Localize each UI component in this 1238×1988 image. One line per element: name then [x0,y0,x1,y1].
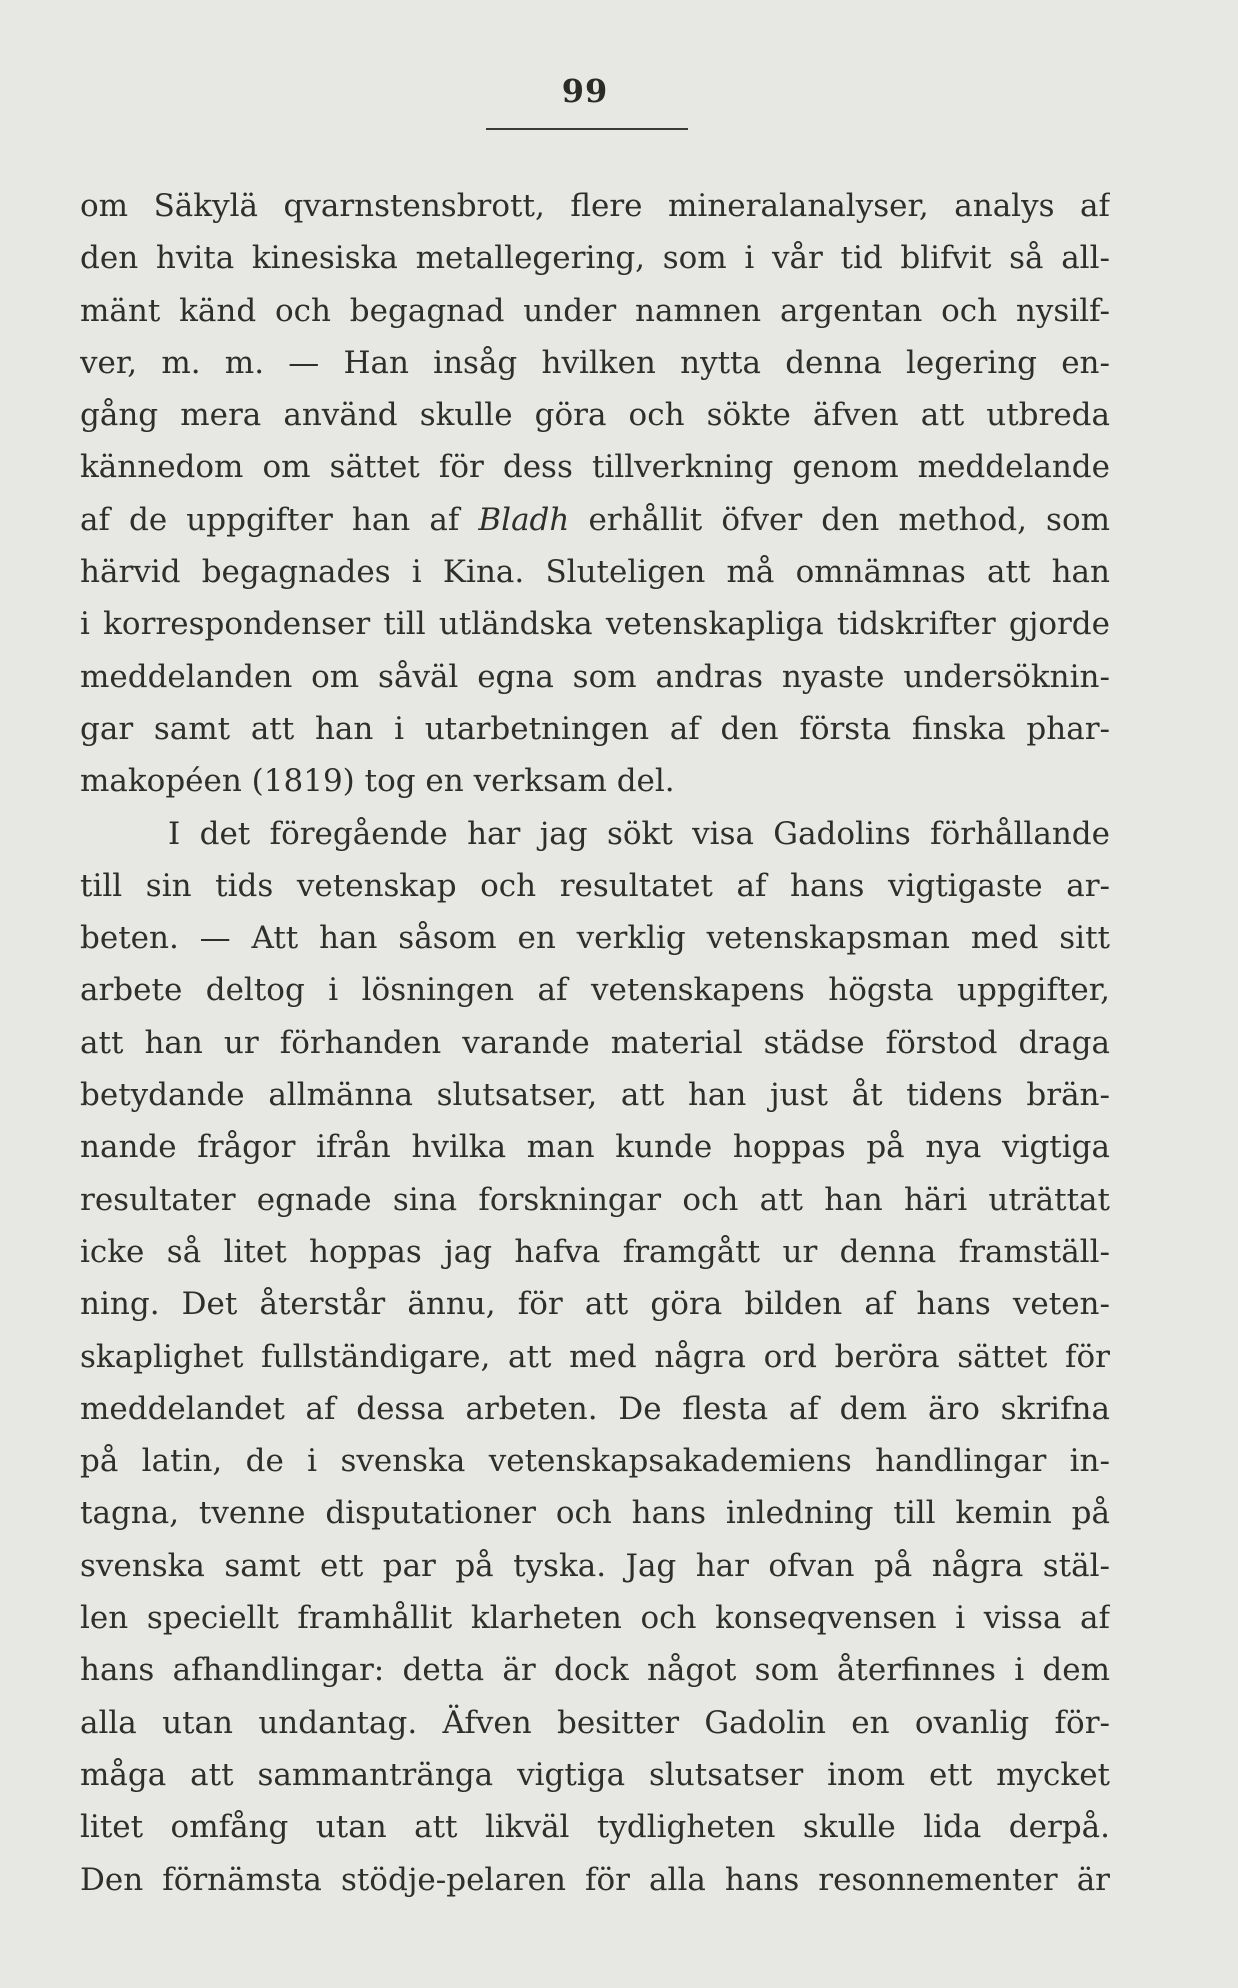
text-line: makopéen (1819) tog en verksam del. [80,763,675,800]
text-line: gar samt att han i utarbetningen af den första finska phar- [80,710,1110,747]
text-line: till sin tids vetenskap och resultatet af hans vigtigaste ar- [80,867,1110,904]
text-line: len speciellt framhållit klarheten och konseqvensen i vissa af [80,1600,1110,1637]
text-line: på latin, de i svenska vetenskapsakademiens handlingar in- [80,1443,1110,1480]
text-line: resultater egnade sina forskningar och att han häri uträttat [80,1181,1110,1218]
text-line: nande frågor ifrån hvilka man kunde hoppas på nya vigtiga [80,1129,1110,1166]
text-line: Den förnämsta stödje-pelaren för alla hans resonnementer är [80,1861,1110,1898]
text-line: arbete deltog i lösningen af vetenskapens högsta uppgifter, [80,972,1110,1009]
text-line: meddelanden om såväl egna som andras nyaste undersöknin- [80,658,1110,695]
text-line: beten. — Att han såsom en verklig vetenskapsman med sitt [80,920,1110,957]
italic-name: Bladh [478,501,570,538]
text-line: litet omfång utan att likväl tydligheten skulle lida derpå. [80,1809,1110,1846]
text-line: mänt känd och begagnad under namnen argentan och nysilf- [80,292,1110,329]
text-line: ning. Det återstår ännu, för att göra bilden af hans veten- [80,1286,1110,1323]
text-line: härvid begagnades i Kina. Sluteligen må omnämnas att han [80,554,1110,591]
text-line: icke så litet hoppas jag hafva framgått ur denna framställ- [80,1233,1110,1270]
body-text [80,180,1110,1906]
text-line: af de uppgifter han af Bladh erhållit öfver den method, som [80,501,1110,538]
text-line: i korrespondenser till utländska vetenskapliga tidskrifter gjorde [80,606,1110,643]
text-line: I det föregående har jag sökt visa Gadolins förhållande [168,815,1110,852]
text-line: den hvita kinesiska metallegering, som i vår tid blifvit så all- [80,240,1110,277]
text-line: hans afhandlingar: detta är dock något som återfinnes i dem [80,1652,1110,1689]
text-line: alla utan undantag. Äfven besitter Gadolin en ovanlig för- [80,1704,1110,1741]
text-line: om Säkylä qvarnstensbrott, flere mineralanalyser, analys af [80,188,1110,224]
text-line: gång mera använd skulle göra och sökte äfven att utbreda [80,397,1110,434]
page-number: 99 [561,72,609,110]
text-line: skaplighet fullständigare, att med några ord beröra sättet för [80,1338,1110,1375]
text-line: meddelandet af dessa arbeten. De flesta af dem äro skrifna [80,1390,1110,1427]
text-line: ver, m. m. — Han insåg hvilken nytta denna legering en- [80,344,1110,381]
text-line: betydande allmänna slutsatser, att han just åt tidens brän- [80,1077,1110,1114]
text-line: svenska samt ett par på tyska. Jag har ofvan på några stäl- [80,1547,1110,1584]
text-line: att han ur förhanden varande material städse förstod draga [80,1024,1110,1061]
text-line: tagna, tvenne disputationer och hans inledning till kemin på [80,1495,1110,1532]
text-line: kännedom om sättet för dess tillverkning genom meddelande [80,449,1110,486]
text-line: måga att sammantränga vigtiga slutsatser inom ett mycket [80,1756,1110,1793]
header-rule [486,128,688,130]
